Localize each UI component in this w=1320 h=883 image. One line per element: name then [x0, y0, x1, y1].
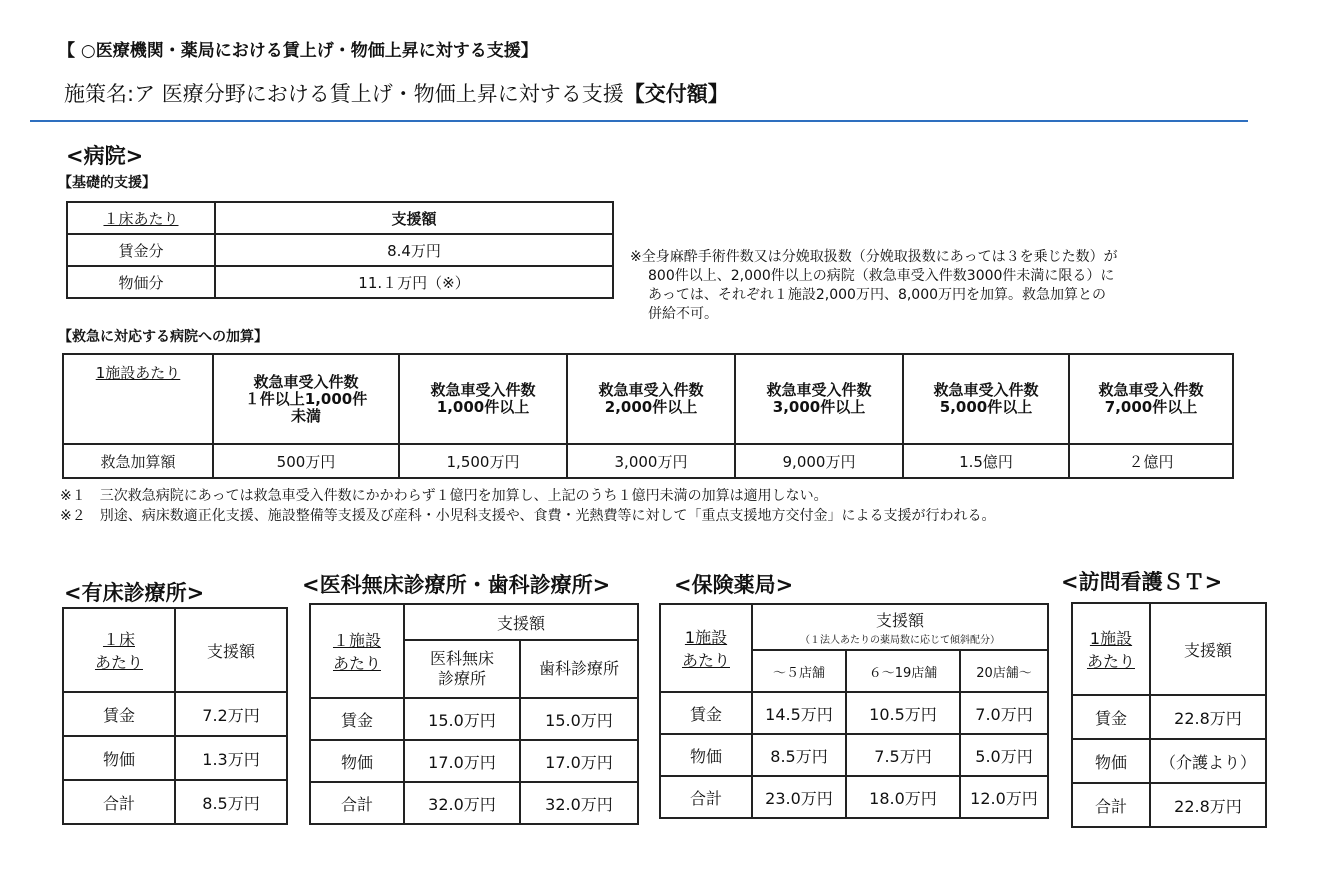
unit-header — [63, 608, 175, 692]
table-row — [310, 740, 638, 782]
amount-header — [752, 604, 1048, 650]
row-value: 11.１万円（※） — [215, 266, 613, 298]
cell-value: 17.0万円 — [520, 740, 638, 782]
row-label: 賃金 — [1072, 695, 1150, 739]
table-row — [660, 604, 1048, 650]
unit-header — [310, 604, 404, 698]
row-label: 物価 — [1072, 739, 1150, 783]
row-label: 物価 — [310, 740, 404, 782]
column-header-line: 救急車受入件数 — [1098, 381, 1204, 399]
nursing-heading: <訪問看護ＳＴ> — [1061, 570, 1223, 594]
basic-support-table — [66, 201, 614, 299]
column-header — [213, 354, 399, 444]
table-row — [310, 604, 638, 640]
header-divider — [30, 120, 1248, 122]
sub-column-header: ～５店舗 — [752, 650, 846, 692]
basic-support-heading: 【基礎的支援】 — [58, 175, 156, 191]
note-line: あっては、それぞれ１施設2,000万円、8,000万円を加算。救急加算との — [648, 287, 1107, 303]
footnote: ※２ 別途、病床数適正化支援、施設整備等支援及び産科・小児科支援や、食費・光熱費等に対して「重点支援地方交付金」による支援が行われる。 — [60, 508, 996, 524]
table-row — [310, 782, 638, 824]
cell-value: 32.0万円 — [404, 782, 520, 824]
cell-value: 9,000万円 — [735, 444, 903, 478]
column-header-line: 救急車受入件数 — [598, 381, 704, 399]
column-header-line: 救急車受入件数 — [430, 381, 536, 399]
cell-value: ２億円 — [1069, 444, 1233, 478]
row-value: （介護より） — [1150, 739, 1266, 783]
note-line: ※全身麻酔手術件数又は分娩取扱数（分娩取扱数にあっては３を乗じた数）が — [630, 249, 1118, 265]
row-label: 合計 — [63, 780, 175, 824]
sub-column-line: 診療所 — [437, 669, 486, 688]
row-label: 救急加算額 — [63, 444, 213, 478]
table-row — [63, 780, 287, 824]
cell-value: 15.0万円 — [404, 698, 520, 740]
header-tag: 【 ○医療機関・薬局における賃上げ・物価上昇に対する支援】 — [58, 41, 538, 61]
unit-header-line: １施設 — [332, 631, 381, 650]
cell-value: 14.5万円 — [752, 692, 846, 734]
table-row — [1072, 603, 1266, 695]
column-header — [735, 354, 903, 444]
row-label: 合計 — [1072, 783, 1150, 827]
cell-value: 12.0万円 — [960, 776, 1048, 818]
table-row — [1072, 695, 1266, 739]
amount-header: 支援額 — [404, 604, 638, 640]
row-value: 8.4万円 — [215, 234, 613, 266]
row-label: 合計 — [310, 782, 404, 824]
unit-header: 1施設あたり — [63, 354, 213, 444]
column-header-line: 未満 — [290, 406, 321, 425]
table-row — [63, 608, 287, 692]
table-row — [1072, 783, 1266, 827]
cell-value: 18.0万円 — [846, 776, 960, 818]
row-value: 22.8万円 — [1150, 695, 1266, 739]
cell-value: 8.5万円 — [752, 734, 846, 776]
amount-header: 支援額 — [175, 608, 287, 692]
unit-header-line: あたり — [681, 651, 730, 670]
table-row — [63, 736, 287, 780]
measure-title — [64, 78, 729, 108]
column-header-line: 5,000件以上 — [939, 398, 1033, 416]
row-value: 7.2万円 — [175, 692, 287, 736]
cell-value: 1,500万円 — [399, 444, 567, 478]
table-row — [67, 202, 613, 234]
hospital-note — [630, 248, 1258, 324]
measure-title-suffix: 【交付額】 — [623, 82, 729, 106]
column-header-line: 救急車受入件数 — [933, 381, 1039, 399]
amount-header: 支援額 — [215, 202, 613, 234]
row-label: 物価 — [660, 734, 752, 776]
cell-value: 7.5万円 — [846, 734, 960, 776]
row-label: 賃金 — [310, 698, 404, 740]
cell-value: 15.0万円 — [520, 698, 638, 740]
column-header — [903, 354, 1069, 444]
row-value: 22.8万円 — [1150, 783, 1266, 827]
pharmacy-table — [659, 603, 1049, 819]
cell-value: 3,000万円 — [567, 444, 735, 478]
emergency-table — [62, 353, 1234, 479]
note-line: 800件以上、2,000件以上の病院（救急車受入件数3000件未満に限る）に — [648, 268, 1115, 284]
cell-value: 32.0万円 — [520, 782, 638, 824]
unit-header-line: １床 — [102, 630, 135, 649]
unit-header — [660, 604, 752, 692]
column-header — [1069, 354, 1233, 444]
column-header-line: 3,000件以上 — [772, 398, 866, 416]
footnote: ※１ 三次救急病院にあっては救急車受入件数にかかわらず１億円を加算し、上記のうち１億円未満の加算は適用しない。 — [60, 488, 828, 504]
pharmacy-heading: <保険薬局> — [674, 573, 794, 597]
table-row — [660, 734, 1048, 776]
table-row — [1072, 739, 1266, 783]
unit-header-line: あたり — [94, 653, 143, 672]
amount-header-label: 支援額 — [875, 611, 924, 630]
row-label: 物価分 — [67, 266, 215, 298]
unit-header: １床あたり — [67, 202, 215, 234]
table-row — [63, 354, 1233, 444]
table-row — [67, 266, 613, 298]
row-label: 賃金分 — [67, 234, 215, 266]
cell-value: 23.0万円 — [752, 776, 846, 818]
clinic-table — [309, 603, 639, 825]
emergency-heading: 【救急に対応する病院への加算】 — [58, 329, 268, 345]
table-row — [660, 776, 1048, 818]
unit-header — [1072, 603, 1150, 695]
unit-header-line: あたり — [1086, 652, 1135, 671]
sub-column-header: 20店舗～ — [960, 650, 1048, 692]
unit-header-line: あたり — [332, 654, 381, 673]
row-value: 8.5万円 — [175, 780, 287, 824]
unit-header-line: 1施設 — [684, 628, 728, 647]
column-header-line: 救急車受入件数 — [253, 372, 359, 391]
yusho-heading: <有床診療所> — [64, 581, 205, 605]
unit-header-line: 1施設 — [1089, 629, 1133, 648]
cell-value: 17.0万円 — [404, 740, 520, 782]
yusho-table — [62, 607, 288, 825]
row-label: 賃金 — [660, 692, 752, 734]
cell-value: 10.5万円 — [846, 692, 960, 734]
footnotes — [60, 486, 995, 526]
sub-column-header: 歯科診療所 — [520, 640, 638, 698]
table-row — [660, 692, 1048, 734]
row-label: 合計 — [660, 776, 752, 818]
column-header-line: １件以上1,000件 — [244, 389, 368, 408]
row-value: 1.3万円 — [175, 736, 287, 780]
cell-value: 1.5億円 — [903, 444, 1069, 478]
hospital-heading: <病院> — [66, 144, 144, 168]
amount-header: 支援額 — [1150, 603, 1266, 695]
cell-value: 7.0万円 — [960, 692, 1048, 734]
amount-header-note: （１法人あたりの薬局数に応じて傾斜配分） — [800, 635, 1000, 646]
column-header — [399, 354, 567, 444]
row-label: 賃金 — [63, 692, 175, 736]
column-header-line: 救急車受入件数 — [766, 381, 872, 399]
sub-column-line: 医科無床 — [429, 649, 494, 668]
sub-column-header: ６～19店舗 — [846, 650, 960, 692]
cell-value: 500万円 — [213, 444, 399, 478]
table-row — [63, 444, 1233, 478]
table-row — [310, 698, 638, 740]
nursing-table — [1071, 602, 1267, 828]
table-row — [67, 234, 613, 266]
table-row — [63, 692, 287, 736]
row-label: 物価 — [63, 736, 175, 780]
cell-value: 5.0万円 — [960, 734, 1048, 776]
column-header-line: 7,000件以上 — [1104, 398, 1198, 416]
measure-title-text: 施策名:ア 医療分野における賃上げ・物価上昇に対する支援 — [64, 82, 624, 106]
clinic-heading: <医科無床診療所・歯科診療所> — [302, 573, 611, 597]
note-line: 併給不可。 — [648, 306, 718, 322]
column-header — [567, 354, 735, 444]
column-header-line: 2,000件以上 — [604, 398, 698, 416]
sub-column-header — [404, 640, 520, 698]
column-header-line: 1,000件以上 — [436, 398, 530, 416]
